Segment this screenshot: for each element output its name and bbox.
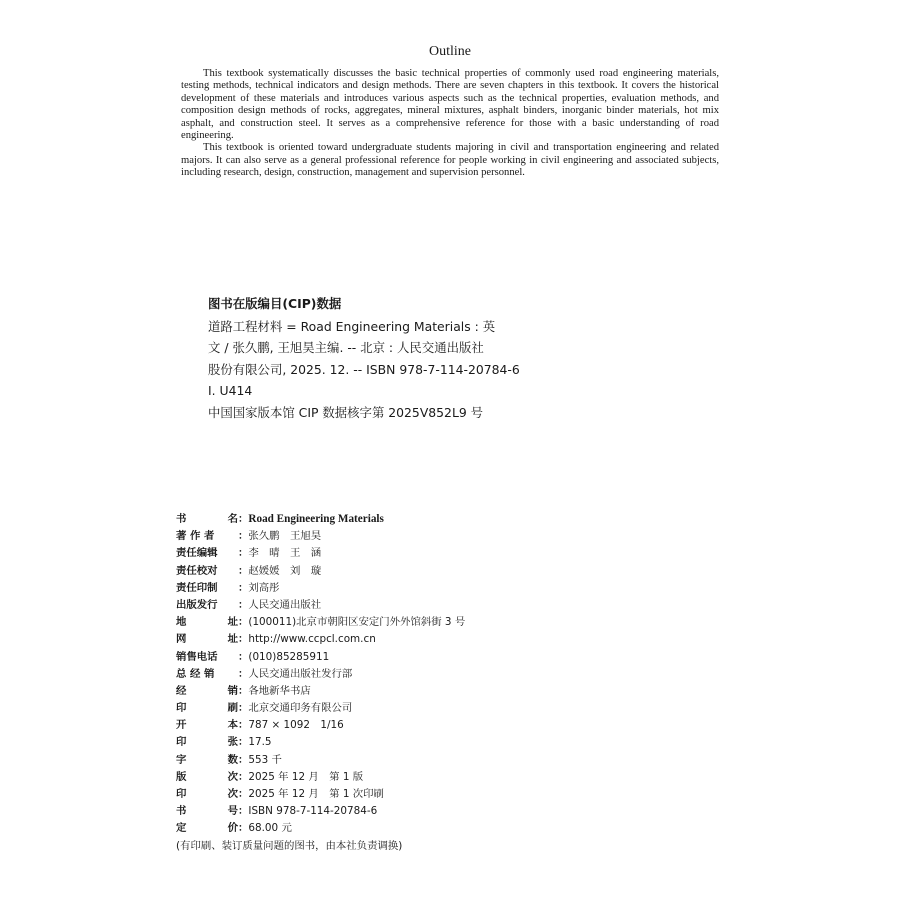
colophon-label-part: 名 <box>227 513 238 525</box>
colophon-label-part: 版 <box>176 770 187 783</box>
colophon-row <box>176 597 636 614</box>
colophon-row <box>176 511 636 528</box>
colophon-value: 人民交通出版社发行部 <box>248 667 353 680</box>
colophon-label <box>176 734 238 751</box>
colophon-row <box>176 563 636 580</box>
colophon-label <box>176 769 238 786</box>
cip-line: 股份有限公司, 2025. 12. -- ISBN 978-7-114-20784-6 <box>208 361 520 377</box>
colophon-colon: ： <box>238 736 249 749</box>
colophon-label <box>176 563 238 580</box>
colophon-colon: ： <box>238 530 249 543</box>
colophon-label <box>176 803 238 820</box>
colophon-value: 553 千 <box>248 753 282 766</box>
colophon-colon: ： <box>238 513 249 525</box>
colophon-value: 2025 年 12 月 第 1 版 <box>248 770 364 783</box>
colophon-label <box>176 580 238 597</box>
colophon-value: 人民交通出版社 <box>248 598 322 611</box>
colophon-value: 赵媛媛 刘 璇 <box>248 564 322 577</box>
colophon-label-part: 销售电话 <box>176 650 218 663</box>
quality-note: (有印刷、装订质量问题的图书，由本社负责调换) <box>176 839 403 852</box>
colophon-colon: ： <box>238 719 249 732</box>
colophon-colon: ： <box>238 753 249 766</box>
colophon-colon: ： <box>238 770 249 783</box>
colophon-value: 李 晴 王 涵 <box>248 547 322 560</box>
colophon-row <box>176 545 636 562</box>
colophon-value: http://www.ccpcl.com.cn <box>248 633 376 646</box>
colophon-row <box>176 717 636 734</box>
colophon-colon: ： <box>238 684 249 697</box>
colophon-colon: ： <box>238 702 249 715</box>
colophon-label-part: 字 <box>176 753 187 766</box>
colophon-label-part: 号 <box>227 805 238 818</box>
colophon-label <box>176 631 238 648</box>
colophon-label-part: 定 <box>176 822 187 835</box>
colophon-label-part: 书 <box>176 513 187 525</box>
colophon-label-part: 址 <box>227 616 238 629</box>
colophon-label <box>176 528 238 545</box>
colophon-label <box>176 700 238 717</box>
colophon-value: 各地新华书店 <box>248 684 311 697</box>
colophon-row <box>176 700 636 717</box>
colophon-label <box>176 649 238 666</box>
colophon-row <box>176 803 636 820</box>
cip-line: 道路工程材料 = Road Engineering Materials : 英 <box>208 319 496 334</box>
colophon-label <box>176 752 238 769</box>
colophon-label-part: 地 <box>176 616 187 629</box>
colophon-row <box>176 614 636 631</box>
colophon-label-part: 销 <box>227 684 238 697</box>
cip-block <box>208 292 520 423</box>
colophon-label <box>176 545 238 562</box>
colophon-value: 张久鹏 王旭昊 <box>248 530 322 543</box>
colophon-label <box>176 717 238 734</box>
colophon-row <box>176 631 636 648</box>
colophon-label-part: 开 <box>176 719 187 732</box>
colophon-label <box>176 786 238 803</box>
colophon-label-part: 印 <box>176 788 187 800</box>
colophon-value: 17.5 <box>248 736 272 749</box>
colophon-row <box>176 580 636 597</box>
colophon-colon: ： <box>238 822 249 835</box>
colophon-label-part: 书 <box>176 805 187 818</box>
colophon-label-part: 经 <box>176 684 187 697</box>
colophon-label-part: 网 <box>176 633 187 646</box>
colophon-label-part: 本 <box>227 719 238 732</box>
colophon-value: (010)85285911 <box>248 650 330 663</box>
colophon-value: Road Engineering Materials <box>248 513 384 525</box>
outline-paragraph-1: This textbook systematically discusses the basic technical properties of commonly used road engineering materials, testing methods, technical indicators and design methods. There are seven chapters in this textbook. It covers the historical development of these materials and introduces various aspects such as the technical properties, evaluation methods, and composition design methods of rocks, aggregates, mineral mixtures, asphalt binders, inorganic binder materials, hot mix asphalt, and construction steel. It serves as a comprehensive reference for those with a basic understanding of road engineering. <box>181 68 719 142</box>
colophon-row <box>176 752 636 769</box>
cip-heading: 图书在版编目(CIP)数据 <box>208 296 342 311</box>
colophon-colon: ： <box>238 616 249 629</box>
outline-paragraph-2: This textbook is oriented toward undergraduate students majoring in civil and transportation engineering and related majors. It can also serve as a general professional reference for people working in civil engineering and associated subjects, including research, design, construction, management and supervision personnel. <box>181 142 719 179</box>
colophon-row <box>176 528 636 545</box>
colophon-label-part: 数 <box>227 753 238 766</box>
colophon-colon: ： <box>238 650 249 663</box>
colophon-colon: ： <box>238 633 249 646</box>
colophon-label <box>176 683 238 700</box>
colophon-value: 2025 年 12 月 第 1 次印刷 <box>248 788 384 800</box>
colophon-row <box>176 649 636 666</box>
colophon-label-part: 次 <box>227 788 238 800</box>
colophon-value: 68.00 元 <box>248 822 292 835</box>
colophon-value: ISBN 978-7-114-20784-6 <box>248 805 378 818</box>
colophon-colon: ： <box>238 667 249 680</box>
colophon-label-part: 著 作 者 <box>176 530 215 543</box>
cip-line: 中国国家版本馆 CIP 数据核字第 2025V852L9 号 <box>208 404 484 420</box>
colophon-colon: ： <box>238 598 249 611</box>
colophon-label-part: 责任编辑 <box>176 547 218 560</box>
colophon-row <box>176 666 636 683</box>
colophon-value: (100011)北京市朝阳区安定门外外馆斜街 3 号 <box>248 616 466 629</box>
colophon-value: 刘高彤 <box>248 581 280 594</box>
cip-line: 文 / 张久鹏, 王旭昊主编. -- 北京 : 人民交通出版社 <box>208 340 484 356</box>
colophon-row <box>176 820 636 837</box>
colophon-label-part: 责任印制 <box>176 581 218 594</box>
colophon-colon: ： <box>238 564 249 577</box>
colophon-label-part: 址 <box>227 633 238 646</box>
colophon-label-part: 价 <box>227 822 238 835</box>
colophon-label-part: 总 经 销 <box>176 667 215 680</box>
outline-body <box>181 68 719 180</box>
colophon-value: 787 × 1092 1/16 <box>248 719 344 732</box>
colophon-row <box>176 734 636 751</box>
cip-line: Ⅰ. U414 <box>208 383 253 399</box>
colophon <box>176 511 636 855</box>
colophon-label <box>176 597 238 614</box>
colophon-label <box>176 666 238 683</box>
colophon-label-part: 刷 <box>227 702 238 715</box>
colophon-colon: ： <box>238 547 249 560</box>
colophon-row <box>176 769 636 786</box>
colophon-label-part: 印 <box>176 702 187 715</box>
colophon-colon: ： <box>238 788 249 800</box>
colophon-label <box>176 614 238 631</box>
colophon-colon: ： <box>238 805 249 818</box>
colophon-value: 北京交通印务有限公司 <box>248 702 353 715</box>
colophon-label-part: 出版发行 <box>176 598 218 611</box>
colophon-label-part: 张 <box>227 736 238 749</box>
colophon-label-part: 次 <box>227 770 238 783</box>
colophon-label <box>176 820 238 837</box>
colophon-row <box>176 786 636 803</box>
outline-title: Outline <box>429 44 471 59</box>
colophon-label <box>176 511 238 528</box>
colophon-label-part: 印 <box>176 736 187 749</box>
colophon-row <box>176 683 636 700</box>
colophon-label-part: 责任校对 <box>176 564 218 577</box>
colophon-colon: ： <box>238 581 249 594</box>
